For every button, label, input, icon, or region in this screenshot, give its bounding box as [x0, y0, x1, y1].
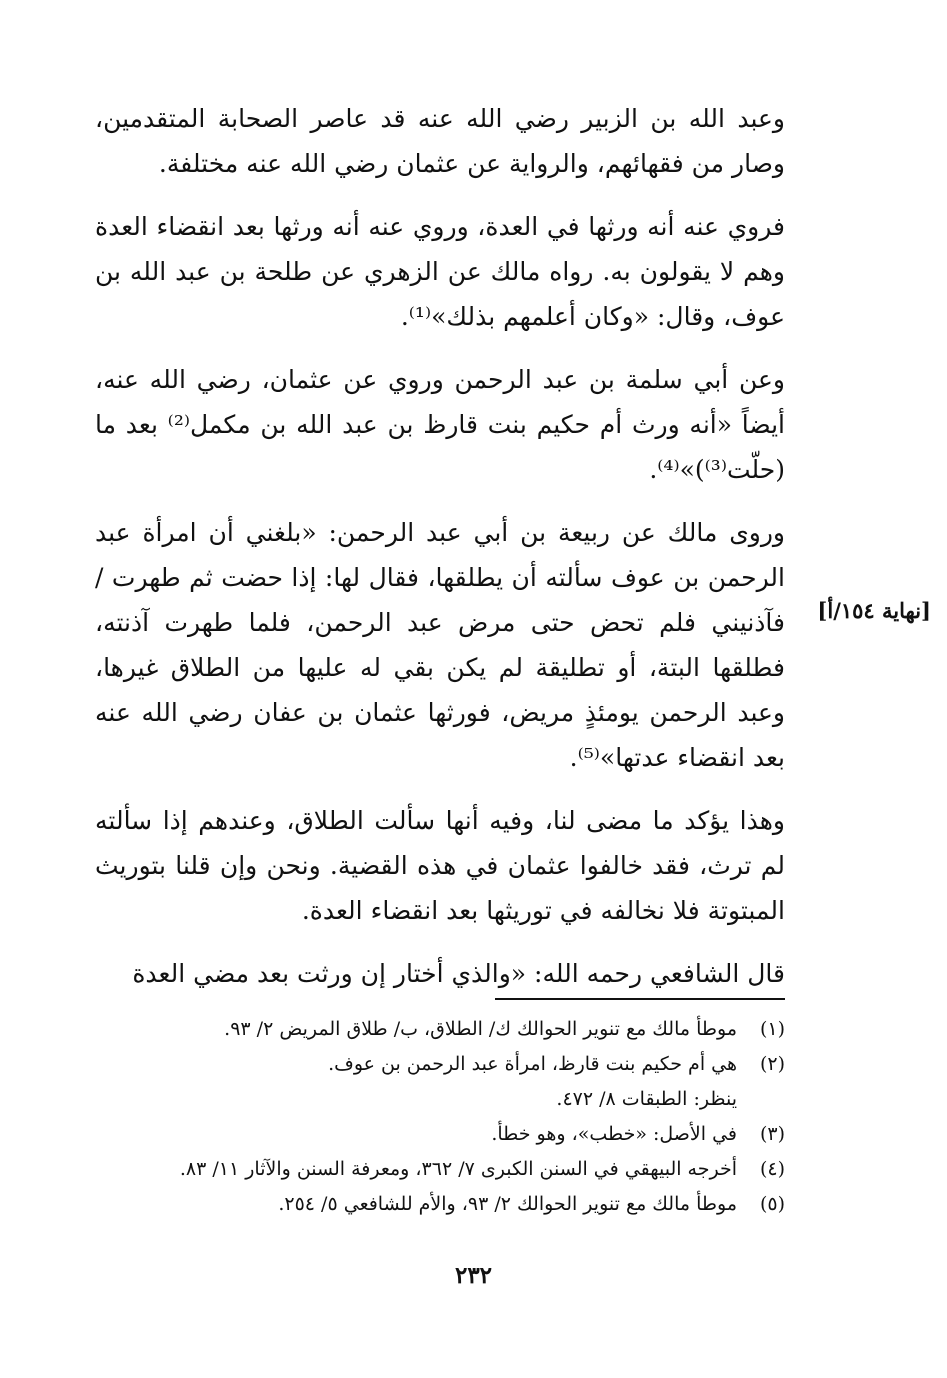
footnote-item	[95, 1152, 785, 1187]
footnote-item	[95, 1187, 785, 1222]
footnote-item	[95, 1012, 785, 1047]
paragraph-text: فروي عنه أنه ورثها في العدة، وروي عنه أنه ورثها بعد انقضاء العدة وهم لا يقولون به. رواه مالك عن الزهري عن طلحة بن عبد الله بن عوف، وقال: «وكان أعلمهم بذلك»⁽¹⁾.	[95, 212, 785, 331]
footnote-divider	[495, 998, 785, 1000]
marginal-folio-note: [نهاية ١٥٤/أ]	[817, 598, 931, 623]
footnote-text: أخرجه البيهقي في السنن الكبرى ٧/ ٣٦٢، ومعرفة السنن والآثار ١١/ ٨٣.	[179, 1158, 737, 1180]
paragraph-1	[95, 96, 785, 186]
footnote-continuation: ينظر: الطبقات ٨/ ٤٧٢.	[556, 1088, 737, 1110]
main-text	[95, 96, 785, 1014]
footnote-number: (٣)	[759, 1123, 785, 1145]
paragraph-2	[95, 204, 785, 339]
paragraph-text: قال الشافعي رحمه الله: «والذي أختار إن ورثت بعد مضي العدة	[132, 959, 785, 988]
footnote-number: (٢)	[759, 1053, 785, 1075]
footnote-item	[95, 1047, 785, 1082]
paragraph-5	[95, 798, 785, 933]
footnote-number: (٥)	[759, 1193, 785, 1215]
footnotes	[95, 1012, 785, 1222]
paragraph-text: وعبد الله بن الزبير رضي الله عنه قد عاصر الصحابة المتقدمين، وصار من فقهائهم، والرواية عن عثمان رضي الله عنه مختلفة.	[95, 104, 785, 178]
footnote-number: (١)	[759, 1018, 785, 1040]
footnote-text: في الأصل: «خطب»، وهو خطأ.	[491, 1123, 737, 1145]
paragraph-text: وهذا يؤكد ما مضى لنا، وفيه أنها سألت الطلاق، وعندهم إذا سألته لم ترث، فقد خالفوا عثمان في هذه القضية. ونحن وإن قلنا بتوريث المبتوتة فلا نخالفه في توريثها بعد انقضاء العدة.	[95, 806, 785, 925]
page-number: ٢٣٢	[454, 1262, 493, 1289]
paragraph-text: وروى مالك عن ربيعة بن أبي عبد الرحمن: «بلغني أن امرأة عبد الرحمن بن عوف سألته أن يطلقها، فقال لها: إذا حضت ثم طهرت / فآذنيني فلم تحض حتى مرض عبد الرحمن، فلما طهرت آذنته، فطلقها البتة، أو تطليقة لم يكن بقي له عليها من الطلاق غيرها، وعبد الرحمن يومئذٍ مريض، فورثها عثمان بن عفان رضي الله عنه بعد انقضاء عدتها»⁽⁵⁾.	[95, 518, 785, 772]
paragraph-4	[95, 510, 785, 780]
footnote-text: هي أم حكيم بنت قارظ، امرأة عبد الرحمن بن عوف.	[328, 1053, 737, 1075]
footnote-number: (٤)	[759, 1158, 785, 1180]
footnote-text: موطأ مالك مع تنوير الحوالك ك/ الطلاق، ب/ طلاق المريض ٢/ ٩٣.	[224, 1018, 737, 1040]
footnote-text: موطأ مالك مع تنوير الحوالك ٢/ ٩٣، والأم للشافعي ٥/ ٢٥٤.	[278, 1193, 737, 1215]
footnote-item	[95, 1117, 785, 1152]
paragraph-3	[95, 357, 785, 492]
paragraph-text: وعن أبي سلمة بن عبد الرحمن وروي عن عثمان، رضي الله عنه، أيضاً «أنه ورث أم حكيم بنت قارظ بن عبد الله بن مكمل⁽²⁾ بعد ما (حلّت⁽³⁾)»⁽⁴⁾.	[95, 365, 785, 484]
paragraph-6	[95, 951, 785, 996]
